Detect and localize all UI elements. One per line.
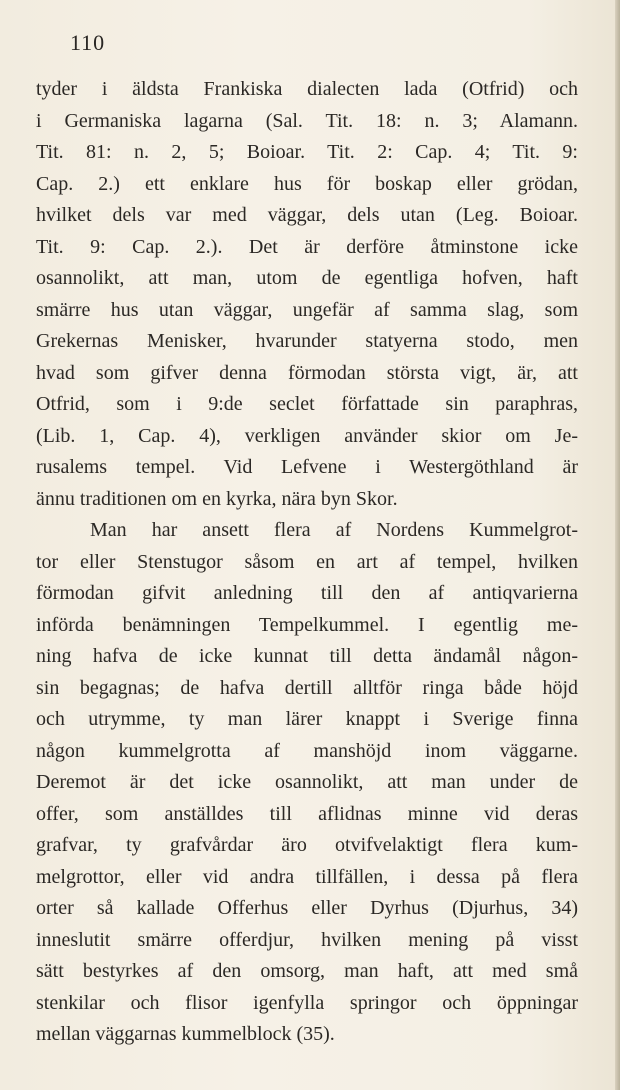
text-line: förmodan gifvit anledning till den af antiqvarierna bbox=[36, 582, 578, 604]
text-line: införda benämningen Tempelkummel. I egentlig me- bbox=[36, 613, 578, 636]
text-line: osannolikt, att man, utom de egentliga hofven, haft bbox=[36, 267, 578, 289]
text-line: hvad som gifver denna förmodan största vigt, är, att bbox=[36, 361, 578, 384]
text-line: Grekernas Menisker, hvarunder statyerna stodo, men bbox=[36, 330, 578, 352]
text-line: offer, som anställdes till aflidnas minne vid deras bbox=[36, 802, 578, 825]
text-line: Tit. 9: Cap. 2.). Det är derföre åtminstone icke bbox=[36, 235, 578, 258]
text-line: Tit. 81: n. 2, 5; Boioar. Tit. 2: Cap. 4; Tit. 9: bbox=[36, 141, 578, 163]
text-line: i Germaniska lagarna (Sal. Tit. 18: n. 3; Alamann. bbox=[36, 109, 578, 132]
text-line: grafvar, ty grafvårdar äro otvifvelaktigt flera kum- bbox=[36, 834, 578, 856]
text-line: orter så kallade Offerhus eller Dyrhus (Djurhus, 34) bbox=[36, 897, 578, 919]
text-line: rusalems tempel. Vid Lefvene i Westergöthland är bbox=[36, 456, 578, 478]
text-line: sätt bestyrkes af den omsorg, man haft, att med små bbox=[36, 960, 578, 982]
text-line: mellan väggarnas kummelblock (35). bbox=[36, 1023, 335, 1045]
text-line: och utrymme, ty man lärer knappt i Sverige finna bbox=[36, 708, 578, 730]
text-line: stenkilar och flisor igenfylla springor och öppningar bbox=[36, 991, 578, 1014]
text-line: inneslutit smärre offerdjur, hvilken mening på visst bbox=[36, 928, 578, 951]
body-text bbox=[36, 74, 578, 1051]
text-line: ännu traditionen om en kyrka, nära byn Skor. bbox=[36, 487, 398, 510]
text-line: sin begagnas; de hafva dertill alltför ringa både höjd bbox=[36, 676, 578, 699]
text-line: tyder i äldsta Frankiska dialecten lada (Otfrid) och bbox=[36, 78, 578, 100]
text-line: smärre hus utan väggar, ungefär af samma slag, som bbox=[36, 298, 578, 321]
text-line: Cap. 2.) ett enklare hus för boskap eller grödan, bbox=[36, 172, 578, 195]
text-line: melgrottor, eller vid andra tillfällen, i dessa på flera bbox=[36, 865, 578, 888]
text-line: ning hafva de icke kunnat till detta ändamål någon- bbox=[36, 645, 578, 667]
text-line: Deremot är det icke osannolikt, att man under de bbox=[36, 771, 578, 793]
page-edge bbox=[615, 0, 620, 1090]
text-line: tor eller Stenstugor såsom en art af tempel, hvilken bbox=[36, 550, 578, 573]
text-line: Man har ansett flera af Nordens Kummelgrot- bbox=[90, 519, 578, 541]
page-number: 110 bbox=[70, 30, 106, 55]
text-line: Otfrid, som i 9:de seclet författade sin paraphras, bbox=[36, 393, 578, 415]
text-line: någon kummelgrotta af manshöjd inom väggarne. bbox=[36, 739, 578, 762]
text-line: (Lib. 1, Cap. 4), verkligen använder skior om Je- bbox=[36, 424, 578, 447]
text-line: hvilket dels var med väggar, dels utan (Leg. Boioar. bbox=[36, 204, 578, 226]
